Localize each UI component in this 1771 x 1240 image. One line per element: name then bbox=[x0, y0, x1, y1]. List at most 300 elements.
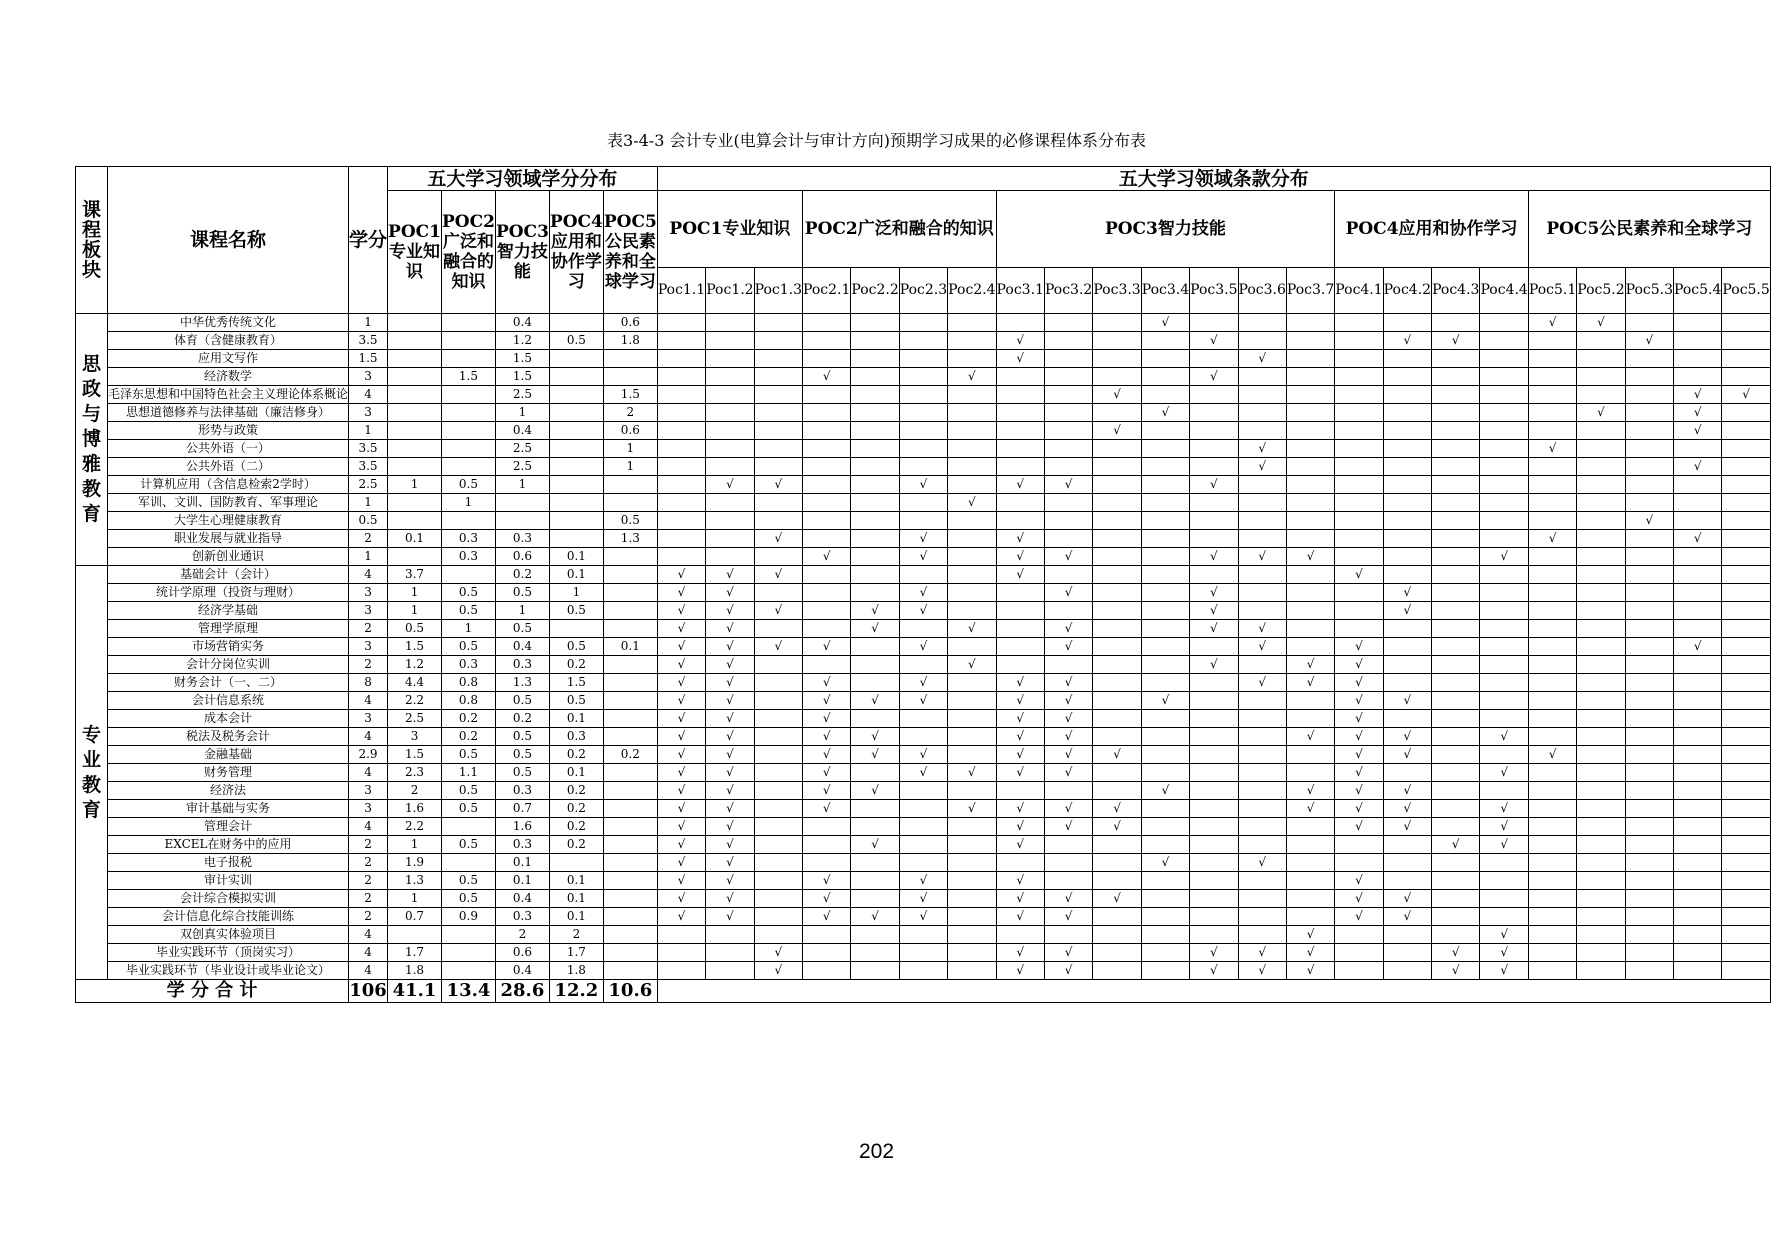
clause-check-cell bbox=[1044, 584, 1092, 602]
poc-credit-cell: 0.2 bbox=[549, 800, 603, 818]
clause-check-cell bbox=[1044, 944, 1092, 962]
totals-label: 学 分 合 计 bbox=[76, 980, 349, 1003]
clause-check-cell bbox=[1528, 530, 1576, 548]
clause-check-cell bbox=[1335, 314, 1383, 332]
check-mark: √ bbox=[919, 765, 928, 779]
clause-check-cell bbox=[802, 350, 850, 368]
clause-check-cell bbox=[1286, 800, 1334, 818]
clause-check-cell bbox=[1674, 332, 1722, 350]
header-sub-poc: Poc1.2 bbox=[706, 268, 754, 314]
clause-check-cell bbox=[1577, 368, 1625, 386]
check-mark: √ bbox=[1016, 945, 1025, 959]
clause-check-cell bbox=[1577, 800, 1625, 818]
clause-check-cell bbox=[996, 674, 1044, 692]
check-mark: √ bbox=[1258, 621, 1267, 635]
clause-check-cell bbox=[899, 692, 947, 710]
clause-check-cell bbox=[996, 458, 1044, 476]
poc-credit-cell: 0.2 bbox=[549, 656, 603, 674]
poc-credit-cell bbox=[388, 512, 442, 530]
clause-check-cell bbox=[706, 512, 754, 530]
poc-credit-cell: 1.5 bbox=[388, 638, 442, 656]
clause-check-cell bbox=[1093, 422, 1141, 440]
clause-check-cell bbox=[1093, 890, 1141, 908]
clause-check-cell bbox=[802, 458, 850, 476]
clause-check-cell bbox=[1577, 692, 1625, 710]
check-mark: √ bbox=[677, 693, 686, 707]
poc-credit-cell: 1.7 bbox=[388, 944, 442, 962]
clause-check-cell bbox=[1480, 422, 1528, 440]
page-title: 表3-4-3 会计专业(电算会计与审计方向)预期学习成果的必修课程体系分布表 bbox=[607, 131, 1146, 150]
poc-credit-cell bbox=[442, 332, 496, 350]
table-row bbox=[76, 836, 1771, 854]
clause-check-cell bbox=[1238, 584, 1286, 602]
clause-check-cell bbox=[899, 782, 947, 800]
clause-check-cell bbox=[996, 512, 1044, 530]
check-mark: √ bbox=[1355, 783, 1363, 797]
clause-check-cell bbox=[948, 494, 996, 512]
poc-credit-cell bbox=[549, 620, 603, 638]
clause-check-cell bbox=[706, 620, 754, 638]
check-mark: √ bbox=[919, 477, 928, 491]
module-label: 专业教育 bbox=[76, 566, 108, 980]
clause-check-cell bbox=[1480, 818, 1528, 836]
clause-check-cell bbox=[1093, 908, 1141, 926]
clause-check-cell bbox=[1528, 638, 1576, 656]
clause-check-cell bbox=[1528, 566, 1576, 584]
clause-check-cell bbox=[1335, 512, 1383, 530]
table-row bbox=[76, 908, 1771, 926]
clause-check-cell bbox=[706, 674, 754, 692]
clause-check-cell bbox=[1093, 458, 1141, 476]
check-mark: √ bbox=[1016, 909, 1025, 923]
clause-check-cell bbox=[851, 674, 899, 692]
course-credit: 4 bbox=[349, 962, 388, 980]
clause-check-cell bbox=[1625, 764, 1673, 782]
poc-credit-cell: 1.5 bbox=[442, 368, 496, 386]
poc-credit-cell: 1 bbox=[495, 602, 549, 620]
clause-check-cell bbox=[802, 764, 850, 782]
course-credit: 2 bbox=[349, 836, 388, 854]
clause-check-cell bbox=[1238, 782, 1286, 800]
clause-check-cell bbox=[706, 656, 754, 674]
clause-check-cell bbox=[1093, 818, 1141, 836]
poc-credit-cell: 0.5 bbox=[388, 620, 442, 638]
clause-check-cell bbox=[899, 926, 947, 944]
poc-credit-cell: 1 bbox=[388, 836, 442, 854]
check-mark: √ bbox=[1258, 351, 1267, 365]
check-mark: √ bbox=[1161, 405, 1170, 419]
clause-check-cell bbox=[1383, 872, 1431, 890]
clause-check-cell bbox=[1335, 854, 1383, 872]
clause-check-cell bbox=[706, 926, 754, 944]
course-name: 公共外语（一） bbox=[108, 440, 349, 458]
clause-check-cell bbox=[1625, 512, 1673, 530]
clause-check-cell bbox=[1286, 944, 1334, 962]
clause-check-cell bbox=[706, 908, 754, 926]
clause-check-cell bbox=[1722, 854, 1770, 872]
clause-check-cell bbox=[1141, 926, 1189, 944]
clause-check-cell bbox=[802, 494, 850, 512]
poc-credit-cell: 0.5 bbox=[495, 584, 549, 602]
clause-check-cell bbox=[996, 422, 1044, 440]
clause-check-cell bbox=[851, 602, 899, 620]
clause-check-cell bbox=[1674, 962, 1722, 980]
clause-check-cell bbox=[1044, 620, 1092, 638]
check-mark: √ bbox=[968, 765, 976, 779]
clause-check-cell bbox=[1480, 386, 1528, 404]
clause-check-cell bbox=[1383, 620, 1431, 638]
clause-check-cell bbox=[1625, 350, 1673, 368]
check-mark: √ bbox=[1209, 657, 1218, 671]
check-mark: √ bbox=[726, 585, 734, 599]
clause-check-cell bbox=[1335, 494, 1383, 512]
poc-credit-cell: 0.2 bbox=[549, 782, 603, 800]
check-mark: √ bbox=[1645, 513, 1654, 527]
clause-check-cell bbox=[1238, 368, 1286, 386]
poc-credit-cell: 0.3 bbox=[495, 530, 549, 548]
clause-check-cell bbox=[1674, 458, 1722, 476]
clause-check-cell bbox=[706, 962, 754, 980]
clause-check-cell bbox=[1480, 530, 1528, 548]
clause-check-cell bbox=[996, 962, 1044, 980]
check-mark: √ bbox=[1016, 891, 1025, 905]
check-mark: √ bbox=[1355, 909, 1363, 923]
poc-credit-cell: 2.3 bbox=[388, 764, 442, 782]
clause-check-cell bbox=[899, 764, 947, 782]
clause-check-cell bbox=[1238, 872, 1286, 890]
check-mark: √ bbox=[919, 639, 928, 653]
clause-check-cell bbox=[1480, 620, 1528, 638]
clause-check-cell bbox=[1528, 710, 1576, 728]
clause-check-cell bbox=[802, 782, 850, 800]
poc-credit-cell: 0.5 bbox=[442, 800, 496, 818]
check-mark: √ bbox=[1016, 873, 1025, 887]
check-mark: √ bbox=[726, 567, 734, 581]
poc-credit-cell: 1 bbox=[549, 584, 603, 602]
clause-check-cell bbox=[1528, 422, 1576, 440]
check-mark: √ bbox=[871, 837, 879, 851]
check-mark: √ bbox=[1113, 423, 1121, 437]
clause-check-cell bbox=[657, 764, 705, 782]
clause-check-cell bbox=[851, 494, 899, 512]
check-mark: √ bbox=[822, 747, 831, 761]
check-mark: √ bbox=[1161, 693, 1170, 707]
clause-check-cell bbox=[1625, 656, 1673, 674]
clause-check-cell bbox=[1093, 368, 1141, 386]
clause-check-cell bbox=[1286, 512, 1334, 530]
course-credit: 4 bbox=[349, 818, 388, 836]
check-mark: √ bbox=[726, 621, 734, 635]
clause-check-cell bbox=[1528, 656, 1576, 674]
clause-check-cell bbox=[1722, 656, 1770, 674]
clause-check-cell bbox=[754, 800, 802, 818]
check-mark: √ bbox=[919, 693, 928, 707]
clause-check-cell bbox=[1238, 548, 1286, 566]
clause-check-cell bbox=[1383, 584, 1431, 602]
check-mark: √ bbox=[1306, 945, 1315, 959]
clause-check-cell bbox=[657, 548, 705, 566]
totals-poc1: 41.1 bbox=[388, 980, 442, 1003]
course-name: 财务会计（一、二） bbox=[108, 674, 349, 692]
clause-check-cell bbox=[1577, 494, 1625, 512]
check-mark: √ bbox=[1403, 729, 1412, 743]
course-name: 统计学原理（投资与理财） bbox=[108, 584, 349, 602]
clause-check-cell bbox=[1577, 458, 1625, 476]
clause-check-cell bbox=[1383, 368, 1431, 386]
clause-check-cell bbox=[948, 440, 996, 458]
check-mark: √ bbox=[774, 531, 783, 545]
clause-check-cell bbox=[1238, 656, 1286, 674]
clause-check-cell bbox=[1432, 332, 1480, 350]
check-mark: √ bbox=[1113, 819, 1121, 833]
check-mark: √ bbox=[822, 369, 831, 383]
clause-check-cell bbox=[1190, 728, 1238, 746]
poc-credit-cell: 2.2 bbox=[388, 818, 442, 836]
check-mark: √ bbox=[1355, 891, 1363, 905]
clause-check-cell bbox=[1480, 656, 1528, 674]
clause-check-cell bbox=[1190, 494, 1238, 512]
clause-check-cell bbox=[1286, 962, 1334, 980]
clause-check-cell bbox=[754, 566, 802, 584]
clause-check-cell bbox=[754, 746, 802, 764]
clause-check-cell bbox=[1238, 764, 1286, 782]
clause-check-cell bbox=[1044, 656, 1092, 674]
poc-credit-cell bbox=[388, 332, 442, 350]
clause-check-cell bbox=[1577, 422, 1625, 440]
clause-check-cell bbox=[948, 386, 996, 404]
clause-check-cell bbox=[1383, 926, 1431, 944]
clause-check-cell bbox=[1383, 332, 1431, 350]
clause-check-cell bbox=[706, 602, 754, 620]
poc-credit-cell: 0.7 bbox=[495, 800, 549, 818]
check-mark: √ bbox=[1258, 459, 1267, 473]
clause-check-cell bbox=[1528, 872, 1576, 890]
check-mark: √ bbox=[1209, 333, 1218, 347]
poc-credit-cell bbox=[549, 422, 603, 440]
poc-credit-cell: 3.7 bbox=[388, 566, 442, 584]
clause-check-cell bbox=[754, 908, 802, 926]
table-row bbox=[76, 926, 1771, 944]
clause-check-cell bbox=[1141, 782, 1189, 800]
poc-credit-cell: 1.3 bbox=[388, 872, 442, 890]
poc-credit-cell: 0.3 bbox=[549, 728, 603, 746]
table-row bbox=[76, 602, 1771, 620]
clause-check-cell bbox=[1528, 728, 1576, 746]
clause-check-cell bbox=[1625, 566, 1673, 584]
clause-check-cell bbox=[706, 854, 754, 872]
clause-check-cell bbox=[1480, 962, 1528, 980]
check-mark: √ bbox=[1064, 549, 1073, 563]
clause-check-cell bbox=[1141, 908, 1189, 926]
clause-check-cell bbox=[1044, 764, 1092, 782]
clause-check-cell bbox=[1528, 674, 1576, 692]
clause-check-cell bbox=[1577, 602, 1625, 620]
poc-credit-cell: 2.5 bbox=[388, 710, 442, 728]
clause-check-cell bbox=[1335, 386, 1383, 404]
clause-check-cell bbox=[1335, 746, 1383, 764]
course-credit: 3.5 bbox=[349, 440, 388, 458]
table-row bbox=[76, 530, 1771, 548]
header-sub-poc: Poc4.2 bbox=[1383, 268, 1431, 314]
clause-check-cell bbox=[1190, 836, 1238, 854]
clause-check-cell bbox=[996, 638, 1044, 656]
check-mark: √ bbox=[1064, 621, 1073, 635]
check-mark: √ bbox=[726, 603, 734, 617]
clause-check-cell bbox=[1093, 854, 1141, 872]
clause-check-cell bbox=[1044, 638, 1092, 656]
check-mark: √ bbox=[1500, 801, 1508, 815]
clause-check-cell bbox=[1674, 854, 1722, 872]
clause-check-cell bbox=[1674, 818, 1722, 836]
check-mark: √ bbox=[726, 477, 734, 491]
check-mark: √ bbox=[726, 675, 734, 689]
clause-check-cell bbox=[1528, 764, 1576, 782]
clause-check-cell bbox=[1141, 728, 1189, 746]
clause-check-cell bbox=[1722, 818, 1770, 836]
clause-check-cell bbox=[1238, 332, 1286, 350]
poc-credit-cell: 1.8 bbox=[388, 962, 442, 980]
header-sub-poc: Poc3.3 bbox=[1093, 268, 1141, 314]
clause-check-cell bbox=[899, 512, 947, 530]
header-sub-poc: Poc5.5 bbox=[1722, 268, 1770, 314]
table-row bbox=[76, 422, 1771, 440]
clause-check-cell bbox=[1093, 872, 1141, 890]
check-mark: √ bbox=[1016, 819, 1025, 833]
clause-check-cell bbox=[1335, 728, 1383, 746]
poc-credit-cell: 0.5 bbox=[549, 332, 603, 350]
check-mark: √ bbox=[1500, 837, 1508, 851]
poc-credit-cell bbox=[442, 422, 496, 440]
clause-check-cell bbox=[899, 350, 947, 368]
check-mark: √ bbox=[1209, 585, 1218, 599]
clause-check-cell bbox=[1190, 458, 1238, 476]
check-mark: √ bbox=[1016, 351, 1025, 365]
poc-credit-cell bbox=[442, 818, 496, 836]
clause-check-cell bbox=[851, 458, 899, 476]
course-name: 应用文写作 bbox=[108, 350, 349, 368]
clause-check-cell bbox=[1286, 764, 1334, 782]
poc-credit-cell: 0.5 bbox=[495, 764, 549, 782]
clause-check-cell bbox=[1286, 656, 1334, 674]
clause-check-cell bbox=[899, 548, 947, 566]
clause-check-cell bbox=[996, 548, 1044, 566]
clause-check-cell bbox=[1238, 314, 1286, 332]
clause-check-cell bbox=[1335, 476, 1383, 494]
poc-credit-cell bbox=[603, 854, 657, 872]
check-mark: √ bbox=[1209, 603, 1218, 617]
clause-check-cell bbox=[1625, 548, 1673, 566]
check-mark: √ bbox=[822, 711, 831, 725]
clause-check-cell bbox=[1528, 386, 1576, 404]
clause-check-cell bbox=[1286, 782, 1334, 800]
course-name: 公共外语（二） bbox=[108, 458, 349, 476]
clause-check-cell bbox=[802, 368, 850, 386]
clause-check-cell bbox=[1625, 530, 1673, 548]
clause-check-cell bbox=[754, 962, 802, 980]
poc-credit-cell: 1 bbox=[495, 476, 549, 494]
check-mark: √ bbox=[822, 873, 831, 887]
clause-check-cell bbox=[706, 314, 754, 332]
check-mark: √ bbox=[1016, 711, 1025, 725]
clause-check-cell bbox=[1722, 836, 1770, 854]
clause-check-cell bbox=[899, 566, 947, 584]
clause-check-cell bbox=[657, 476, 705, 494]
clause-check-cell bbox=[802, 944, 850, 962]
clause-check-cell bbox=[802, 422, 850, 440]
header-clause-poc2: POC2广泛和融合的知识 bbox=[802, 191, 996, 268]
clause-check-cell bbox=[1286, 404, 1334, 422]
clause-check-cell bbox=[1722, 638, 1770, 656]
clause-check-cell bbox=[1093, 584, 1141, 602]
clause-check-cell bbox=[802, 602, 850, 620]
header-sub-poc: Poc3.4 bbox=[1141, 268, 1189, 314]
check-mark: √ bbox=[968, 495, 976, 509]
clause-check-cell bbox=[1044, 962, 1092, 980]
clause-check-cell bbox=[1674, 656, 1722, 674]
clause-check-cell bbox=[1093, 764, 1141, 782]
table-row bbox=[76, 440, 1771, 458]
clause-check-cell bbox=[1480, 314, 1528, 332]
clause-check-cell bbox=[1286, 368, 1334, 386]
clause-check-cell bbox=[657, 530, 705, 548]
table-row bbox=[76, 656, 1771, 674]
check-mark: √ bbox=[1355, 639, 1363, 653]
clause-check-cell bbox=[1044, 728, 1092, 746]
table-row bbox=[76, 404, 1771, 422]
clause-check-cell bbox=[1044, 854, 1092, 872]
course-credit: 2 bbox=[349, 530, 388, 548]
table-row bbox=[76, 494, 1771, 512]
clause-check-cell bbox=[1335, 440, 1383, 458]
clause-check-cell bbox=[1093, 404, 1141, 422]
totals-poc3: 28.6 bbox=[495, 980, 549, 1003]
clause-check-cell bbox=[1722, 926, 1770, 944]
course-name: 经济数学 bbox=[108, 368, 349, 386]
poc-credit-cell bbox=[603, 890, 657, 908]
clause-check-cell bbox=[1432, 836, 1480, 854]
clause-check-cell bbox=[1383, 836, 1431, 854]
check-mark: √ bbox=[822, 675, 831, 689]
clause-check-cell bbox=[1141, 800, 1189, 818]
poc-credit-cell: 3 bbox=[388, 728, 442, 746]
course-credit: 3 bbox=[349, 368, 388, 386]
clause-check-cell bbox=[996, 350, 1044, 368]
clause-check-cell bbox=[1577, 656, 1625, 674]
clause-check-cell bbox=[1625, 728, 1673, 746]
clause-check-cell bbox=[996, 728, 1044, 746]
check-mark: √ bbox=[1693, 639, 1702, 653]
clause-check-cell bbox=[754, 836, 802, 854]
clause-check-cell bbox=[1432, 530, 1480, 548]
clause-check-cell bbox=[1093, 800, 1141, 818]
clause-check-cell bbox=[1383, 710, 1431, 728]
course-name: 市场营销实务 bbox=[108, 638, 349, 656]
clause-check-cell bbox=[1674, 512, 1722, 530]
poc-credit-cell: 0.5 bbox=[495, 692, 549, 710]
poc-credit-cell bbox=[388, 440, 442, 458]
clause-check-cell bbox=[948, 728, 996, 746]
clause-check-cell bbox=[1528, 476, 1576, 494]
header-sub-poc: Poc4.4 bbox=[1480, 268, 1528, 314]
check-mark: √ bbox=[1597, 405, 1605, 419]
check-mark: √ bbox=[726, 747, 734, 761]
totals-clause-blank bbox=[657, 980, 1770, 1003]
table-row bbox=[76, 620, 1771, 638]
check-mark: √ bbox=[1403, 783, 1412, 797]
table-row bbox=[76, 692, 1771, 710]
clause-check-cell bbox=[1383, 746, 1431, 764]
clause-check-cell bbox=[754, 404, 802, 422]
